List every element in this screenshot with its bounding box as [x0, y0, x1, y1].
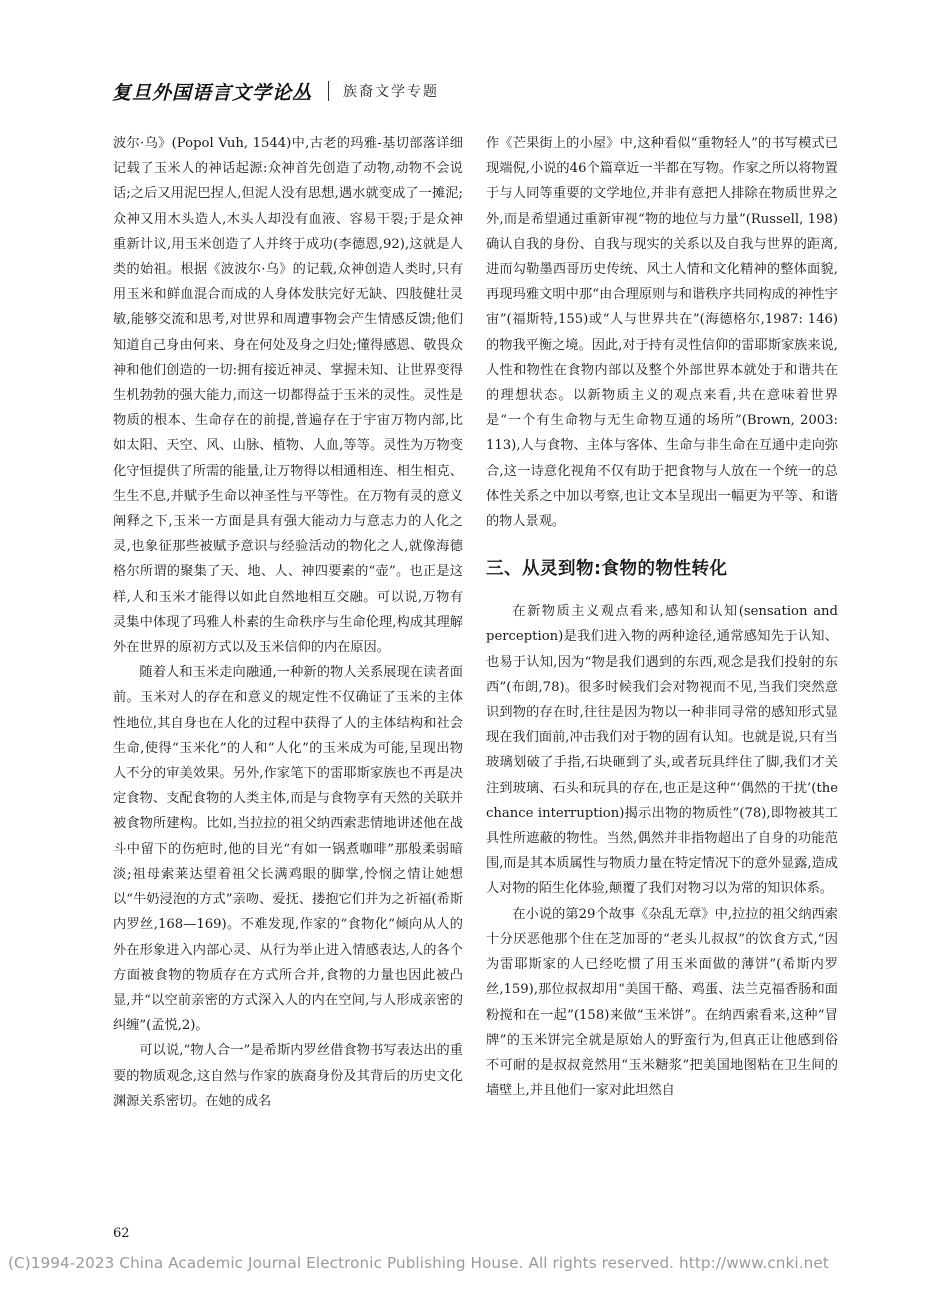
header-divider — [328, 81, 329, 101]
paragraph: 随着人和玉米走向融通,一种新的物人关系展现在读者面前。玉米对人的存在和意义的规定性不仅确证了玉米的主体性地位,其自身也在人化的过程中获得了人的主体结构和社会生命,使得“玉米化”的人和“人化”的玉米成为可能,呈现出物人不分的审美效果。另外,作家笔下的雷耶斯家族也不再是决定食物、支配食物的人类主体,而是与食物享有天然的关联并被食物所建构。比如,当拉拉的祖父纳西索悲情地讲述他在战斗中留下的伤疤时,他的目光“有如一锅煮咖啡”那般柔弱暗淡;祖母索莱达望着祖父长满鸡眼的脚掌,怜悯之情让她想以“牛奶浸泡的方式”亲吻、爱抚、搂抱它们并为之祈福(希斯内罗丝,168—169)。不难发现,作家的“食物化”倾向从人的外在形象进入内部心灵、从行为举止进入情感表达,人的各个方面被食物的物质存在方式所合并,食物的力量也因此被凸显,并“以空前亲密的方式深入人的内在空间,与人形成亲密的纠缠”(孟悦,2)。 — [113, 665, 463, 1034]
copyright-footer: (C)1994-2023 China Academic Journal Electronic Publishing House. All rights reserved. http://www.cnki.net — [8, 1254, 829, 1272]
page-number: 62 — [113, 1226, 130, 1241]
running-header — [112, 76, 842, 106]
paragraph: 在小说的第29个故事《杂乱无章》中,拉拉的祖父纳西索十分厌恶他那个住在芝加哥的“老头儿叔叔”的饮食方式,“因为雷耶斯家的人已经吃惯了用玉米面做的薄饼”(希斯内罗丝,159),那位叔叔却用“美国干酪、鸡蛋、法兰克福香肠和面粉搅和在一起”(158)来做“玉米饼”。在纳西索看来,这种“冒牌”的玉米饼完全就是原始人的野蛮行为,但真正让他感到俗不可耐的是叔叔竟然用“玉米糖浆”把美国地图粘在卫生间的墙壁上,并且他们一家对此坦然自 — [486, 906, 838, 1099]
right-column — [486, 131, 838, 1103]
paragraph: 在新物质主义观点看来,感知和认知(sensation and perception)是我们进入物的两种途径,通常感知先于认知、也易于认知,因为“物是我们遇到的东西,观念是我们投射的东西”(布朗,78)。很多时候我们会对物视而不见,当我们突然意识到物的存在时,往往是因为物以一种非同寻常的感知形式显现在我们面前,冲击我们对于物的固有认知。也就是说,只有当玻璃划破了手指,石块砸到了头,或者玩具绊住了脚,我们才关注到玻璃、石头和玩具的存在,也正是这种“‘偶然的干扰’(the chance interruption)揭示出物的物质性”(78),即物被其工具性所遮蔽的物性。当然,偶然并非指物超出了自身的功能范围,而是其本质属性与物质力量在特定情况下的意外显露,造成人对物的陌生化体验,颠覆了我们对物习以为常的知识体系。 — [486, 604, 838, 897]
journal-title: 复旦外国语言文学论丛 — [112, 81, 313, 104]
paragraph: 作《芒果街上的小屋》中,这种看似“重物轻人”的书写模式已现端倪,小说的46个篇章近一半都在写物。作家之所以将物置于与人同等重要的文学地位,并非有意把人排除在物质世界之外,而是希望通过重新审视“物的地位与力量”(Russell, 198)确认自我的身份、自我与现实的关系以及自我与世界的距离,进而勾勒墨西哥历史传统、风土人情和文化精神的整体面貌,再现玛雅文明中那“由合理原则与和谐秩序共同构成的神性宇宙”(福斯特,155)或“人与世界共在”(海德格尔,1987: 146)的物我平衡之境。因此,对于持有灵性信仰的雷耶斯家族来说,人性和物性在食物内部以及整个外部世界本就处于和谐共在的理想状态。以新物质主义的观点来看,共在意味着世界是“一个有生命物与无生命物互通的场所”(Brown, 2003: 113),人与食物、主体与客体、生命与非生命在互通中走向弥合,这一诗意化视角不仅有助于把食物与人放在一个统一的总体性关系之中加以考察,也让文本呈现出一幅更为平等、和谐的物人景观。 — [486, 136, 838, 530]
section-tag: 族裔文学专题 — [343, 84, 440, 100]
section-heading: 三、从灵到物:食物的物性转化 — [486, 559, 728, 580]
left-column — [113, 131, 463, 1114]
paragraph: 可以说,“物人合一”是希斯内罗丝借食物书写表达出的重要的物质观念,这自然与作家的族裔身份及其背后的历史文化渊源关系密切。在她的成名 — [113, 1043, 463, 1109]
paragraph: 波尔·乌》(Popol Vuh, 1544)中,古老的玛雅-基切部落详细记载了玉米人的神话起源:众神首先创造了动物,动物不会说话;之后又用泥巴捏人,但泥人没有思想,遇水就变成了一摊泥;众神又用木头造人,木头人却没有血液、容易干裂;于是众神重新计议,用玉米创造了人并终于成功(李德恩,92),这就是人类的始祖。根据《波波尔·乌》的记载,众神创造人类时,只有用玉米和鲜血混合而成的人身体发肤完好无缺、四肢健壮灵敏,能够交流和思考,对世界和周遭事物会产生情感反馈;他们知道自己身由何来、身在何处及身之归处;懂得感恩、敬畏众神和他们创造的一切:拥有接近神灵、掌握未知、让世界变得生机勃勃的强大能力,而这一切都得益于玉米的灵性。灵性是物质的根本、生命存在的前提,普遍存在于宇宙万物内部,比如太阳、天空、风、山脉、植物、人血,等等。灵性为万物变化守恒提供了所需的能量,让万物得以相通相连、相生相克、生生不息,并赋予生命以神圣性与平等性。在万物有灵的意义阐释之下,玉米一方面是具有强大能动力与意志力的人化之灵,也象征那些被赋予意识与经验活动的物化之人,就像海德格尔所谓的聚集了天、地、人、神四要素的“壶”。也正是这样,人和玉米才能得以如此自然地相互交融。可以说,万物有灵集中体现了玛雅人朴素的生命秩序与生命伦理,构成其理解外在世界的原初方式以及玉米信仰的内在原因。 — [113, 136, 463, 656]
